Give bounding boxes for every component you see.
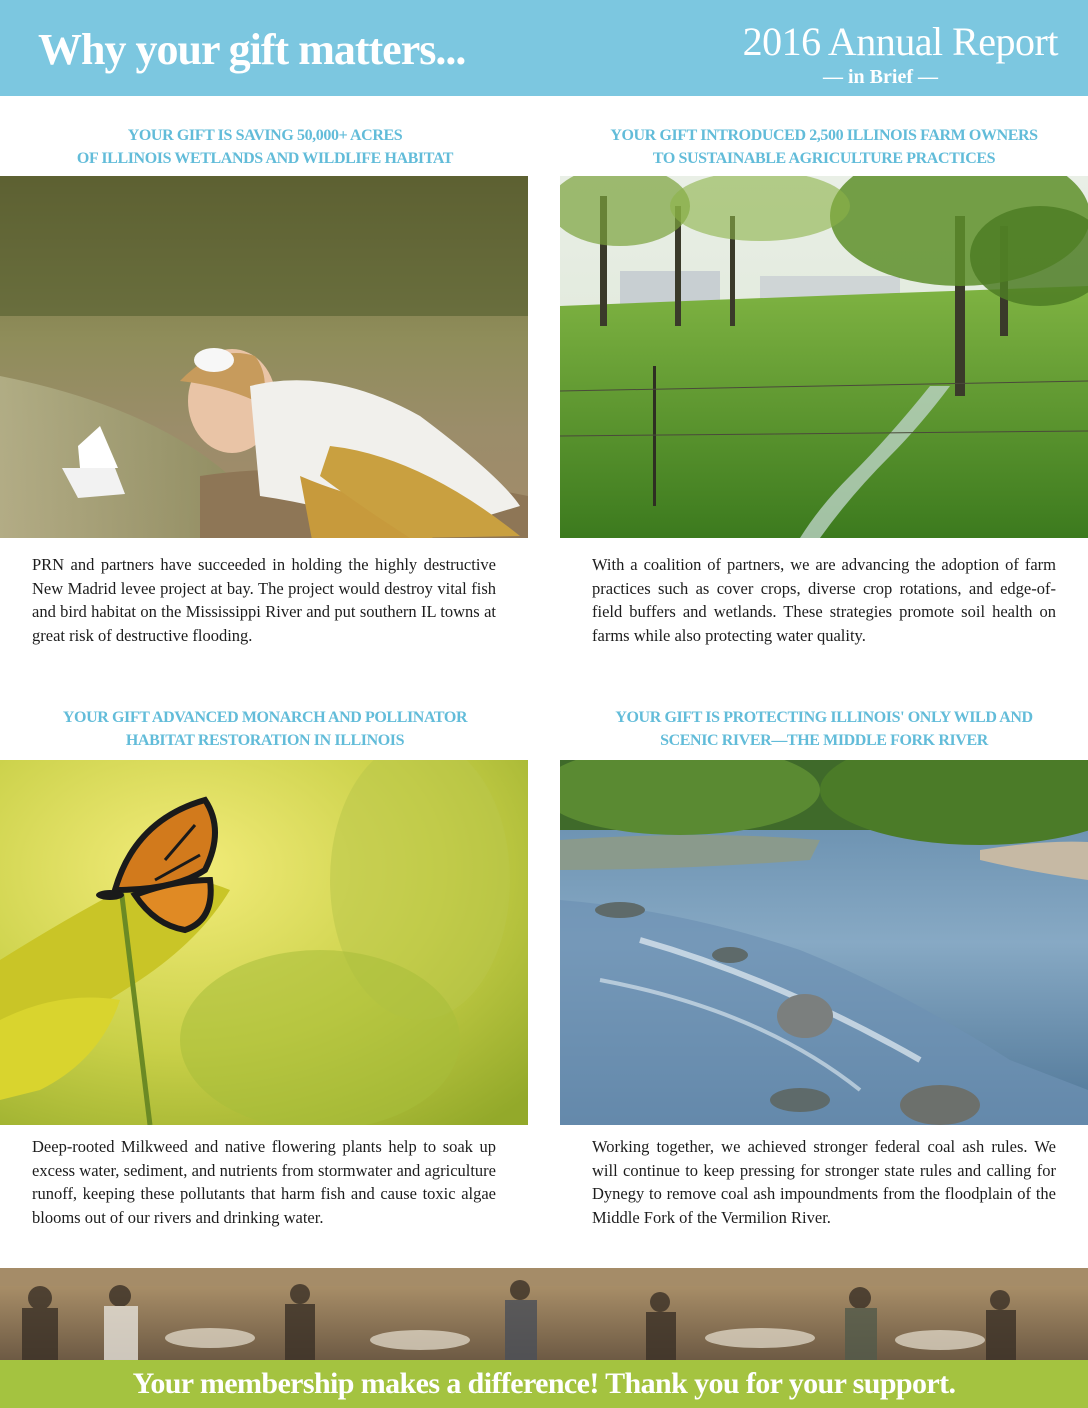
header-banner (0, 0, 1088, 96)
monarch-butterfly-photo (0, 760, 528, 1125)
section-heading-line: HABITAT RESTORATION IN ILLINOIS (125, 732, 405, 749)
section-heading-wetlands (0, 124, 530, 170)
section-heading-line: YOUR GIFT ADVANCED MONARCH AND POLLINATOR (62, 709, 468, 726)
section-heading-monarch (0, 706, 530, 752)
section-heading-river (560, 706, 1088, 752)
section-heading-farms (560, 124, 1088, 170)
section-body-monarch: Deep-rooted Milkweed and native flowering plants help to soak up excess water, sediment, and nutrients from stormwater and agriculture runoff, keeping these pollutants that harm fish and cause toxic algae blooms out of our rivers and drinking water. (32, 1137, 496, 1227)
section-heading-line: TO SUSTAINABLE AGRICULTURE PRACTICES (652, 150, 996, 167)
section-heading-line: YOUR GIFT IS PROTECTING ILLINOIS' ONLY WILD AND (615, 709, 1033, 726)
section-body-farms: With a coalition of partners, we are advancing the adoption of farm practices such as cover crops, diverse crop rotations, and edge-of-field buffers and wetlands. These strategies promote soil health on farms while also protecting water quality. (592, 555, 1056, 645)
child-at-river-photo (0, 176, 528, 538)
section-heading-line: YOUR GIFT IS SAVING 50,000+ ACRES (127, 127, 403, 144)
section-heading-line: YOUR GIFT INTRODUCED 2,500 ILLINOIS FARM OWNERS (610, 127, 1038, 144)
section-heading-line: SCENIC RIVER—THE MIDDLE FORK RIVER (660, 732, 988, 749)
section-heading-line: OF ILLINOIS WETLANDS AND WILDLIFE HABITAT (76, 150, 454, 167)
report-title: 2016 Annual Report (742, 19, 1058, 64)
member-banquet-photo (0, 1268, 1088, 1360)
section-body-wetlands: PRN and partners have succeeded in holding the highly destructive New Madrid levee project at bay. The project would destroy vital fish and bird habitat on the Mississippi River and put southern IL towns at great risk of destructive flooding. (32, 555, 496, 645)
footer-thank-you-text: Your membership makes a difference! Thank you for your support. (132, 1367, 956, 1400)
section-body-river: Working together, we achieved stronger federal coal ash rules. We will continue to keep pressing for stronger state rules and calling for Dynegy to remove coal ash impoundments from the floodplain of the Middle Fork of the Vermilion River. (592, 1137, 1056, 1227)
report-subtitle: — in Brief — (823, 66, 938, 88)
page-title: Why your gift matters... (38, 25, 466, 74)
middle-fork-river-photo (560, 760, 1088, 1125)
farm-meadow-photo (560, 176, 1088, 538)
